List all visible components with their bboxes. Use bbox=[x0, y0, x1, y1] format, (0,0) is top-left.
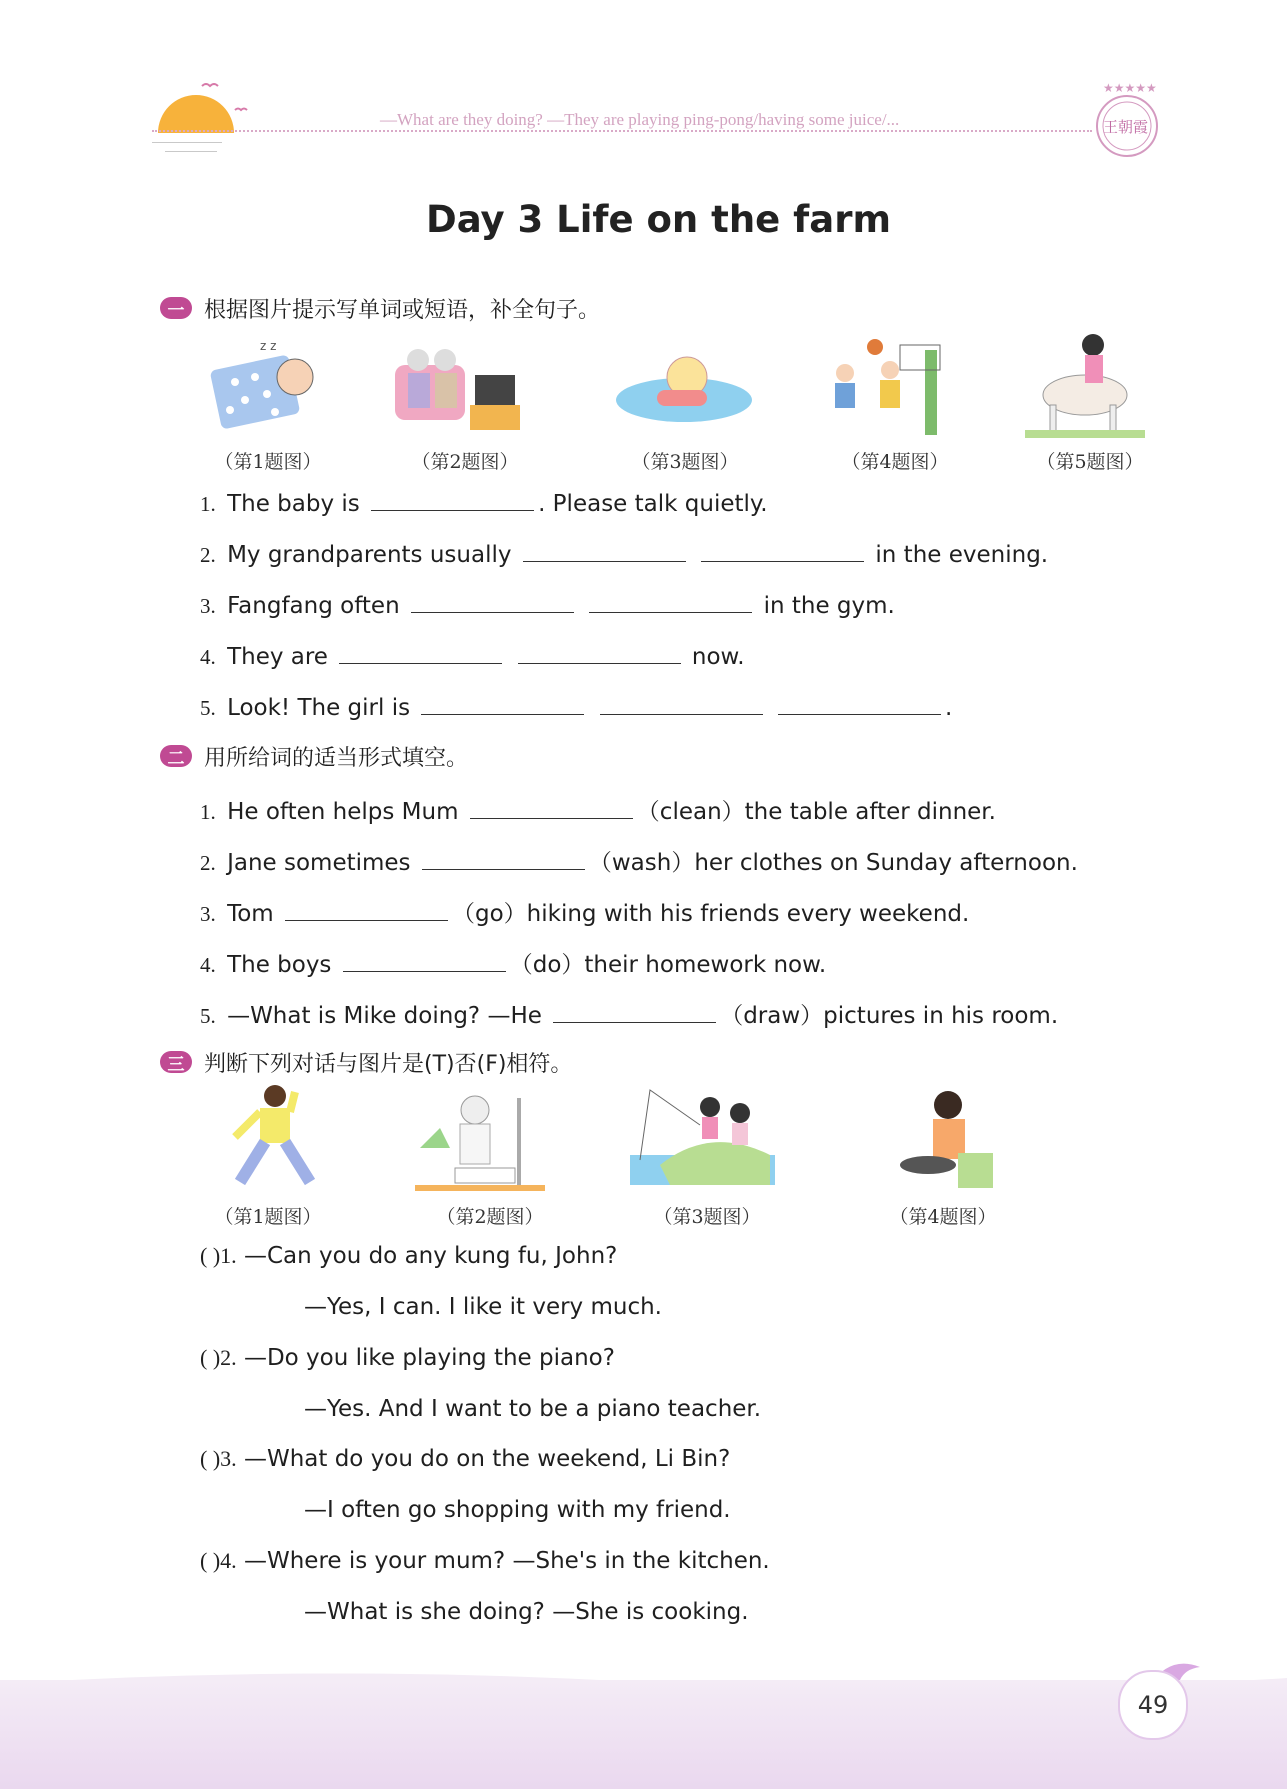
word-hint: （wash） bbox=[588, 850, 695, 876]
section-1-instruction: 根据图片提示写单词或短语，补全句子。 bbox=[204, 297, 601, 323]
science-experiment-image bbox=[415, 1088, 545, 1193]
item-text: her clothes on Sunday afternoon. bbox=[694, 850, 1078, 876]
answer-paren[interactable]: ( )3. bbox=[200, 1446, 237, 1471]
footer-band bbox=[0, 1680, 1287, 1789]
s3-item-1-question bbox=[200, 1243, 617, 1269]
dialogue-question: —Where is your mum? —She's in the kitchen. bbox=[243, 1548, 770, 1574]
fishing-kids-image bbox=[630, 1085, 775, 1190]
item-number: 1. bbox=[200, 800, 216, 824]
basketball-boys-image bbox=[820, 335, 960, 435]
word-hint: （clean） bbox=[636, 799, 745, 825]
mother-cooking-image bbox=[888, 1083, 998, 1193]
item-text: He often helps Mum bbox=[227, 799, 459, 825]
s1-caption-2: （第2题图） bbox=[411, 451, 519, 473]
s1-caption-3: （第3题图） bbox=[631, 451, 739, 473]
item-text: now. bbox=[691, 644, 745, 670]
s2-item-3 bbox=[200, 895, 969, 928]
answer-blank[interactable] bbox=[518, 641, 681, 664]
page-title: Day 3 Life on the farm bbox=[425, 198, 891, 241]
s3-item-4-answer bbox=[304, 1599, 749, 1625]
item-text: The baby is bbox=[227, 491, 360, 517]
word-hint: （draw） bbox=[720, 1003, 824, 1029]
kung-fu-boy-image bbox=[225, 1082, 325, 1192]
item-text: Fangfang often bbox=[227, 593, 400, 619]
item-number: 2. bbox=[200, 543, 216, 567]
answer-blank[interactable] bbox=[285, 898, 448, 921]
answer-blank[interactable] bbox=[701, 539, 864, 562]
item-text: Look! The girl is bbox=[227, 695, 411, 721]
answer-blank[interactable] bbox=[778, 692, 941, 715]
answer-paren[interactable]: ( )2. bbox=[200, 1345, 237, 1370]
header-rule bbox=[152, 142, 222, 143]
s1-caption-4: （第4题图） bbox=[841, 451, 949, 473]
dialogue-answer: —Yes. And I want to be a piano teacher. bbox=[304, 1396, 762, 1422]
s3-item-3-question bbox=[200, 1446, 730, 1472]
section-2-instruction: 用所给词的适当形式填空。 bbox=[204, 745, 469, 771]
dialogue-answer: —What is she doing? —She is cooking. bbox=[304, 1599, 749, 1625]
s3-caption-2: （第2题图） bbox=[436, 1206, 544, 1228]
girl-riding-horse-image bbox=[1025, 325, 1145, 440]
item-number: 4. bbox=[200, 953, 216, 977]
s3-item-4-question bbox=[200, 1548, 770, 1574]
section-1-header bbox=[160, 293, 600, 323]
dialogue-question: —What do you do on the weekend, Li Bin? bbox=[243, 1446, 731, 1472]
answer-blank[interactable] bbox=[339, 641, 502, 664]
item-text: pictures in his room. bbox=[823, 1003, 1059, 1029]
svg-text:z z: z z bbox=[260, 339, 277, 353]
answer-paren[interactable]: ( )4. bbox=[200, 1548, 237, 1573]
answer-blank[interactable] bbox=[411, 590, 574, 613]
answer-blank[interactable] bbox=[553, 1000, 716, 1023]
s1-item-5 bbox=[200, 692, 952, 721]
svg-text:★★★★★: ★★★★★ bbox=[1103, 81, 1157, 95]
item-text: Tom bbox=[227, 901, 274, 927]
s2-item-2 bbox=[200, 844, 1078, 877]
word-hint: （go） bbox=[452, 901, 527, 927]
s2-item-1 bbox=[200, 793, 996, 826]
item-number: 3. bbox=[200, 594, 216, 618]
s1-item-4 bbox=[200, 641, 745, 670]
s3-item-3-answer bbox=[304, 1497, 731, 1523]
s3-item-1-answer bbox=[304, 1294, 662, 1320]
s2-item-4 bbox=[200, 946, 826, 979]
item-text: Jane sometimes bbox=[227, 850, 411, 876]
item-number: 3. bbox=[200, 902, 216, 926]
dialogue-question: —Do you like playing the piano? bbox=[243, 1345, 615, 1371]
s3-item-2-question bbox=[200, 1345, 615, 1371]
grandparents-tv-image bbox=[390, 335, 525, 435]
answer-blank[interactable] bbox=[600, 692, 763, 715]
s3-caption-1: （第1题图） bbox=[214, 1206, 322, 1228]
item-number: 2. bbox=[200, 851, 216, 875]
dialogue-question: —Can you do any kung fu, John? bbox=[243, 1243, 618, 1269]
item-number: 4. bbox=[200, 645, 216, 669]
answer-blank[interactable] bbox=[470, 796, 633, 819]
answer-paren[interactable]: ( )1. bbox=[200, 1243, 237, 1268]
section-3-instruction: 判断下列对话与图片是(T)否(F)相符。 bbox=[204, 1051, 573, 1077]
s3-caption-4: （第4题图） bbox=[889, 1206, 997, 1228]
s1-caption-5: （第5题图） bbox=[1036, 451, 1144, 473]
item-text: The boys bbox=[227, 952, 332, 978]
item-text: in the evening. bbox=[875, 542, 1049, 568]
dialogue-answer: —Yes, I can. I like it very much. bbox=[304, 1294, 662, 1320]
answer-blank[interactable] bbox=[422, 847, 585, 870]
s1-item-1 bbox=[200, 488, 768, 517]
sleeping-baby-image bbox=[205, 332, 335, 437]
section-2-badge: 二 bbox=[160, 745, 192, 767]
s3-caption-3: （第3题图） bbox=[653, 1206, 761, 1228]
dialogue-answer: —I often go shopping with my friend. bbox=[304, 1497, 731, 1523]
answer-blank[interactable] bbox=[371, 488, 534, 511]
item-text: . bbox=[945, 695, 953, 721]
item-text: their homework now. bbox=[584, 952, 827, 978]
brand-logo bbox=[1088, 78, 1166, 164]
answer-blank[interactable] bbox=[589, 590, 752, 613]
item-number: 1. bbox=[200, 492, 216, 516]
sun-logo-icon bbox=[150, 78, 260, 148]
answer-blank[interactable] bbox=[421, 692, 584, 715]
header-rule-short bbox=[165, 151, 217, 152]
answer-blank[interactable] bbox=[523, 539, 686, 562]
item-number: 5. bbox=[200, 696, 216, 720]
header-tagline: —What are they doing? —They are playing ping-pong/having some juice/... bbox=[380, 110, 900, 129]
section-2-header bbox=[160, 741, 468, 771]
word-hint: （do） bbox=[509, 952, 585, 978]
item-text: the table after dinner. bbox=[744, 799, 996, 825]
s1-item-3 bbox=[200, 590, 895, 619]
section-1-badge: 一 bbox=[160, 297, 192, 319]
page-number: 49 bbox=[1118, 1670, 1188, 1740]
item-text: hiking with his friends every weekend. bbox=[526, 901, 970, 927]
s3-item-2-answer bbox=[304, 1396, 761, 1422]
s1-caption-1: （第1题图） bbox=[214, 451, 322, 473]
item-text: They are bbox=[227, 644, 328, 670]
item-text: —What is Mike doing? —He bbox=[227, 1003, 542, 1029]
item-text: . Please talk quietly. bbox=[538, 491, 768, 517]
s1-item-2 bbox=[200, 539, 1048, 568]
brand-text: 王朝霞 bbox=[1103, 118, 1149, 136]
section-3-badge: 三 bbox=[160, 1051, 192, 1073]
item-text: My grandparents usually bbox=[227, 542, 512, 568]
s2-item-5 bbox=[200, 997, 1058, 1030]
header-dotted-line bbox=[152, 130, 1092, 132]
answer-blank[interactable] bbox=[343, 949, 506, 972]
item-number: 5. bbox=[200, 1004, 216, 1028]
section-3-header bbox=[160, 1047, 572, 1077]
swimming-girl-image bbox=[612, 335, 757, 435]
item-text: in the gym. bbox=[763, 593, 895, 619]
